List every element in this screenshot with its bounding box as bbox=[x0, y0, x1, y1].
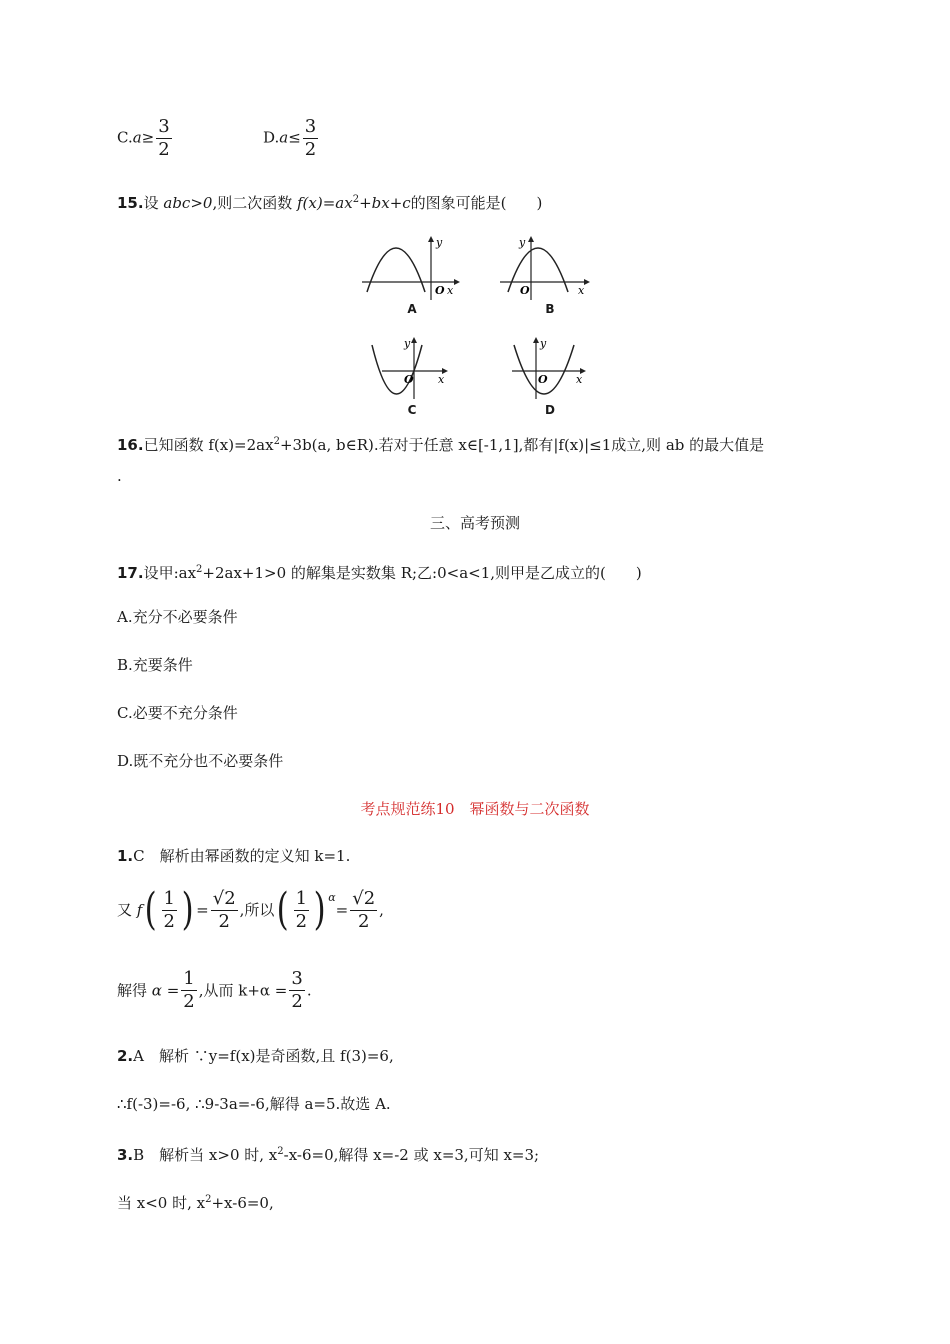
answer-1-eq2: 解得 α = $\frac{1}{2}$ ,从而 k+α = $\frac{3}{2}$ . bbox=[117, 968, 312, 1012]
option-c: C.a≥ $\frac{3}{2}$ bbox=[117, 116, 170, 160]
section-heading: 三、高考预测 bbox=[429, 514, 520, 532]
fraction: $\frac{3}{2}$ bbox=[158, 116, 170, 160]
svg-text:y: y bbox=[436, 236, 443, 249]
question-16-cont: . bbox=[117, 467, 122, 485]
svg-text:y: y bbox=[519, 236, 526, 249]
option-d: D.既不充分也不必要条件 bbox=[117, 752, 284, 770]
question-17: 17.设甲$:ax^2+2ax+1>0$ 的解集是实数集 R;乙:0<a<1,则甲是乙成立的( ) bbox=[117, 564, 642, 582]
svg-text:y: y bbox=[540, 337, 547, 350]
graph-c: O x y C bbox=[362, 333, 462, 423]
svg-text:x: x bbox=[576, 373, 583, 386]
answer-3: 3.B 解析当 x>0 时, $x^2-x-6=0$,解得 x=-2 或 x=3,可知 x=3; bbox=[117, 1146, 540, 1164]
answer-1-eq1: 又 f( $\frac{1}{2}$ ) = $\frac{√2}{2}$ ,所以( $\frac{1}{2}$ ) $^\alpha$= $\frac{√2}{2}$ , bbox=[117, 884, 384, 935]
svg-text:x: x bbox=[438, 373, 445, 386]
option-a: A.充分不必要条件 bbox=[117, 608, 238, 626]
svg-text:y: y bbox=[404, 337, 411, 350]
option-d: D.a≤ $\frac{3}{2}$ bbox=[263, 116, 317, 160]
graph-b: O x y B bbox=[500, 232, 600, 322]
answer-1: 1.C 解析由幂函数的定义知 k=1. bbox=[117, 847, 351, 865]
option-b: B.充要条件 bbox=[117, 656, 193, 674]
answers-title: 考点规范练10 幂函数与二次函数 bbox=[360, 800, 590, 818]
svg-text:O: O bbox=[538, 373, 548, 386]
svg-text:O: O bbox=[435, 284, 445, 297]
svg-text:O: O bbox=[520, 284, 530, 297]
question-16: 16.已知函数 $f(x)=2ax^2+3b(a$, b∈R).若对于任意 x∈[-1,1],都有|f(x)|≤1成立,则 ab 的最大值是 bbox=[117, 436, 765, 454]
graph-d: O x y D bbox=[500, 333, 600, 423]
answer-2: 2.A 解析 ∵y=f(x)是奇函数,且 f(3)=6, bbox=[117, 1047, 394, 1065]
option-c: C.必要不充分条件 bbox=[117, 704, 238, 722]
svg-text:x: x bbox=[447, 284, 454, 297]
svg-text:O: O bbox=[404, 373, 414, 386]
answer-3-cont: 当 x<0 时, $x^2+x-6=0$, bbox=[117, 1194, 274, 1212]
graph-a: O x y A bbox=[362, 232, 462, 322]
answer-2-cont: ∴f(-3)=-6, ∴9-3a=-6,解得 a=5.故选 A. bbox=[117, 1095, 391, 1113]
fraction: $\frac{3}{2}$ bbox=[304, 116, 317, 160]
svg-text:x: x bbox=[578, 284, 585, 297]
question-15: 15.设 abc>0,则二次函数 $f(x)=ax^2+bx+c$的图象可能是( ) bbox=[117, 194, 543, 212]
